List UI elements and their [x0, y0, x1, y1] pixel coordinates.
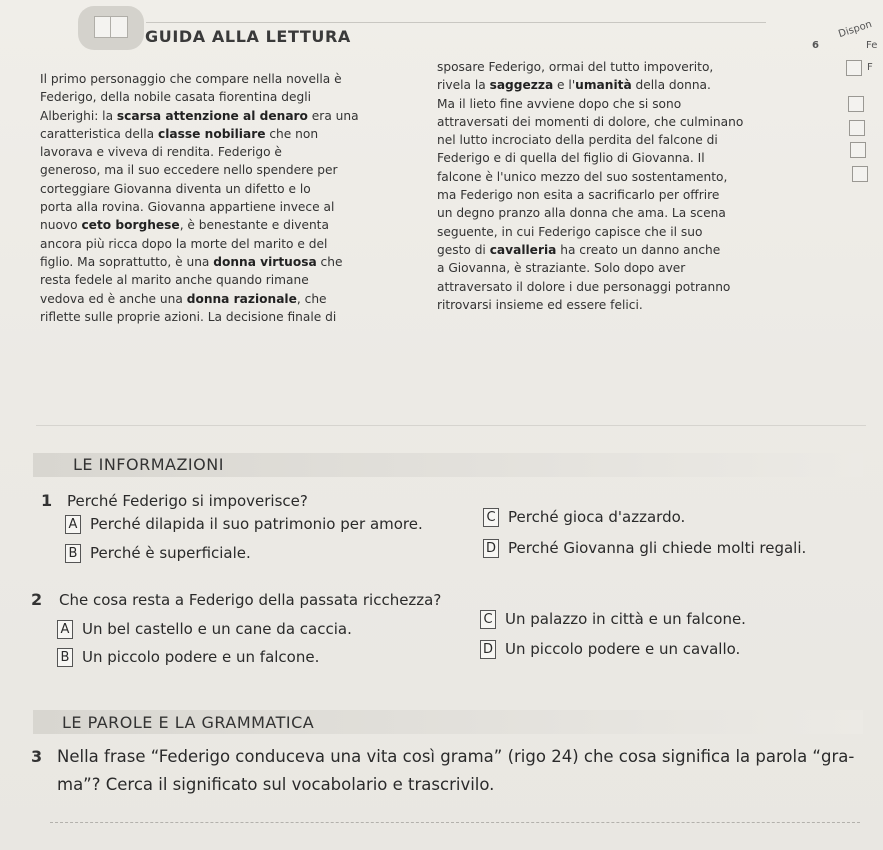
text-line: figlio. Ma soprattutto, è una donna virtuosa che [40, 254, 343, 269]
text-line: sposare Federigo, ormai del tutto impoverito, [437, 60, 714, 74]
text-line: lavorava e viveva di rendita. Federigo è [40, 145, 282, 160]
side-checkbox [848, 96, 864, 112]
text-line: porta alla rovina. Giovanna appartiene invece al [40, 200, 335, 215]
answer-option-2a[interactable]: A Un bel castello e un cane da caccia. [57, 620, 352, 639]
summary-right-column [437, 58, 743, 314]
answer-option-2c[interactable]: C Un palazzo in città e un falcone. [480, 610, 746, 629]
question-text: Perché Federigo si impoverisce? [67, 492, 308, 510]
book-icon [78, 6, 144, 50]
question-text: Nella frase “Federigo conduceva una vita così grama” (rigo 24) che cosa significa la parola “gra-ma”? Cerca il significato sul vocabolario e trascrivilo. [57, 747, 855, 794]
answer-option-1d[interactable]: D Perché Giovanna gli chiede molti regali. [483, 539, 806, 558]
side-checkbox [849, 120, 865, 136]
question-text: Che cosa resta a Federigo della passata ricchezza? [59, 591, 442, 609]
text-line: nuovo ceto borghese, è benestante e diventa [40, 218, 329, 233]
text-line: Federigo e di quella del figlio di Giovanna. Il [437, 151, 705, 166]
section-title-guida: GUIDA ALLA LETTURA [145, 27, 351, 46]
side-checkbox [850, 142, 866, 158]
section-title-grammatica: LE PAROLE E LA GRAMMATICA [62, 713, 315, 732]
answer-option-1a[interactable]: A Perché dilapida il suo patrimonio per amore. [65, 515, 423, 534]
text-line: Ma il lieto fine avviene dopo che si sono [437, 96, 682, 111]
text-line: Il primo personaggio che compare nella novella è [40, 72, 342, 86]
text-line: ritrovarsi insieme ed essere felici. [437, 297, 643, 312]
text-line: riflette sulle proprie azioni. La decisione finale di [40, 309, 337, 324]
question-number: 2 [31, 590, 43, 609]
text-line: corteggiare Giovanna diventa un difetto e lo [40, 181, 311, 196]
text-line: gesto di cavalleria ha creato un danno anche [437, 242, 721, 257]
summary-left-column [40, 70, 359, 326]
text-line: falcone è l'unico mezzo del suo sostentamento, [437, 169, 728, 184]
text-line: generoso, ma il suo eccedere nello spendere per [40, 163, 338, 178]
text-line: resta fedele al marito anche quando rimane [40, 273, 309, 288]
text-line: Federigo, della nobile casata fiorentina degli [40, 90, 312, 105]
text-line: seguente, in cui Federigo capisce che il suo [437, 224, 703, 239]
section-title-informazioni: LE INFORMAZIONI [73, 455, 224, 474]
text-line: rivela la saggezza e l'umanità della donna. [437, 78, 711, 93]
side-checkbox [846, 60, 862, 76]
answer-line[interactable] [50, 822, 860, 823]
edge-fragment-2: F [867, 62, 873, 73]
question-number: 1 [41, 491, 53, 510]
text-line: Alberighi: la scarsa attenzione al denaro era una [40, 108, 359, 123]
answer-option-2d[interactable]: D Un piccolo podere e un cavallo. [480, 640, 740, 659]
text-line: ancora più ricca dopo la morte del marito e del [40, 236, 328, 251]
answer-option-2b[interactable]: B Un piccolo podere e un falcone. [57, 648, 319, 667]
header-rule [146, 22, 766, 23]
text-line: attraversato il dolore i due personaggi potranno [437, 279, 731, 294]
edge-fragment-1: Fe [866, 40, 878, 51]
answer-option-1b[interactable]: B Perché è superficiale. [65, 544, 251, 563]
text-line: caratteristica della classe nobiliare che non [40, 126, 319, 141]
text-line: attraversati dei momenti di dolore, che culminano [437, 114, 744, 129]
edge-word: Dispon [837, 18, 874, 41]
answer-option-1c[interactable]: C Perché gioca d'azzardo. [483, 508, 685, 527]
divider [36, 425, 866, 426]
text-line: nel lutto incrociato della perdita del falcone di [437, 133, 718, 148]
side-checkbox [852, 166, 868, 182]
text-line: un degno pranzo alla donna che ama. La scena [437, 206, 726, 221]
question-number: 3 [31, 747, 43, 766]
text-line: vedova ed è anche una donna razionale, che [40, 291, 327, 306]
text-line: ma Federigo non esita a sacrificarlo per offrire [437, 188, 720, 203]
text-line: a Giovanna, è straziante. Solo dopo aver [437, 261, 686, 276]
edge-number: 6 [812, 40, 819, 51]
